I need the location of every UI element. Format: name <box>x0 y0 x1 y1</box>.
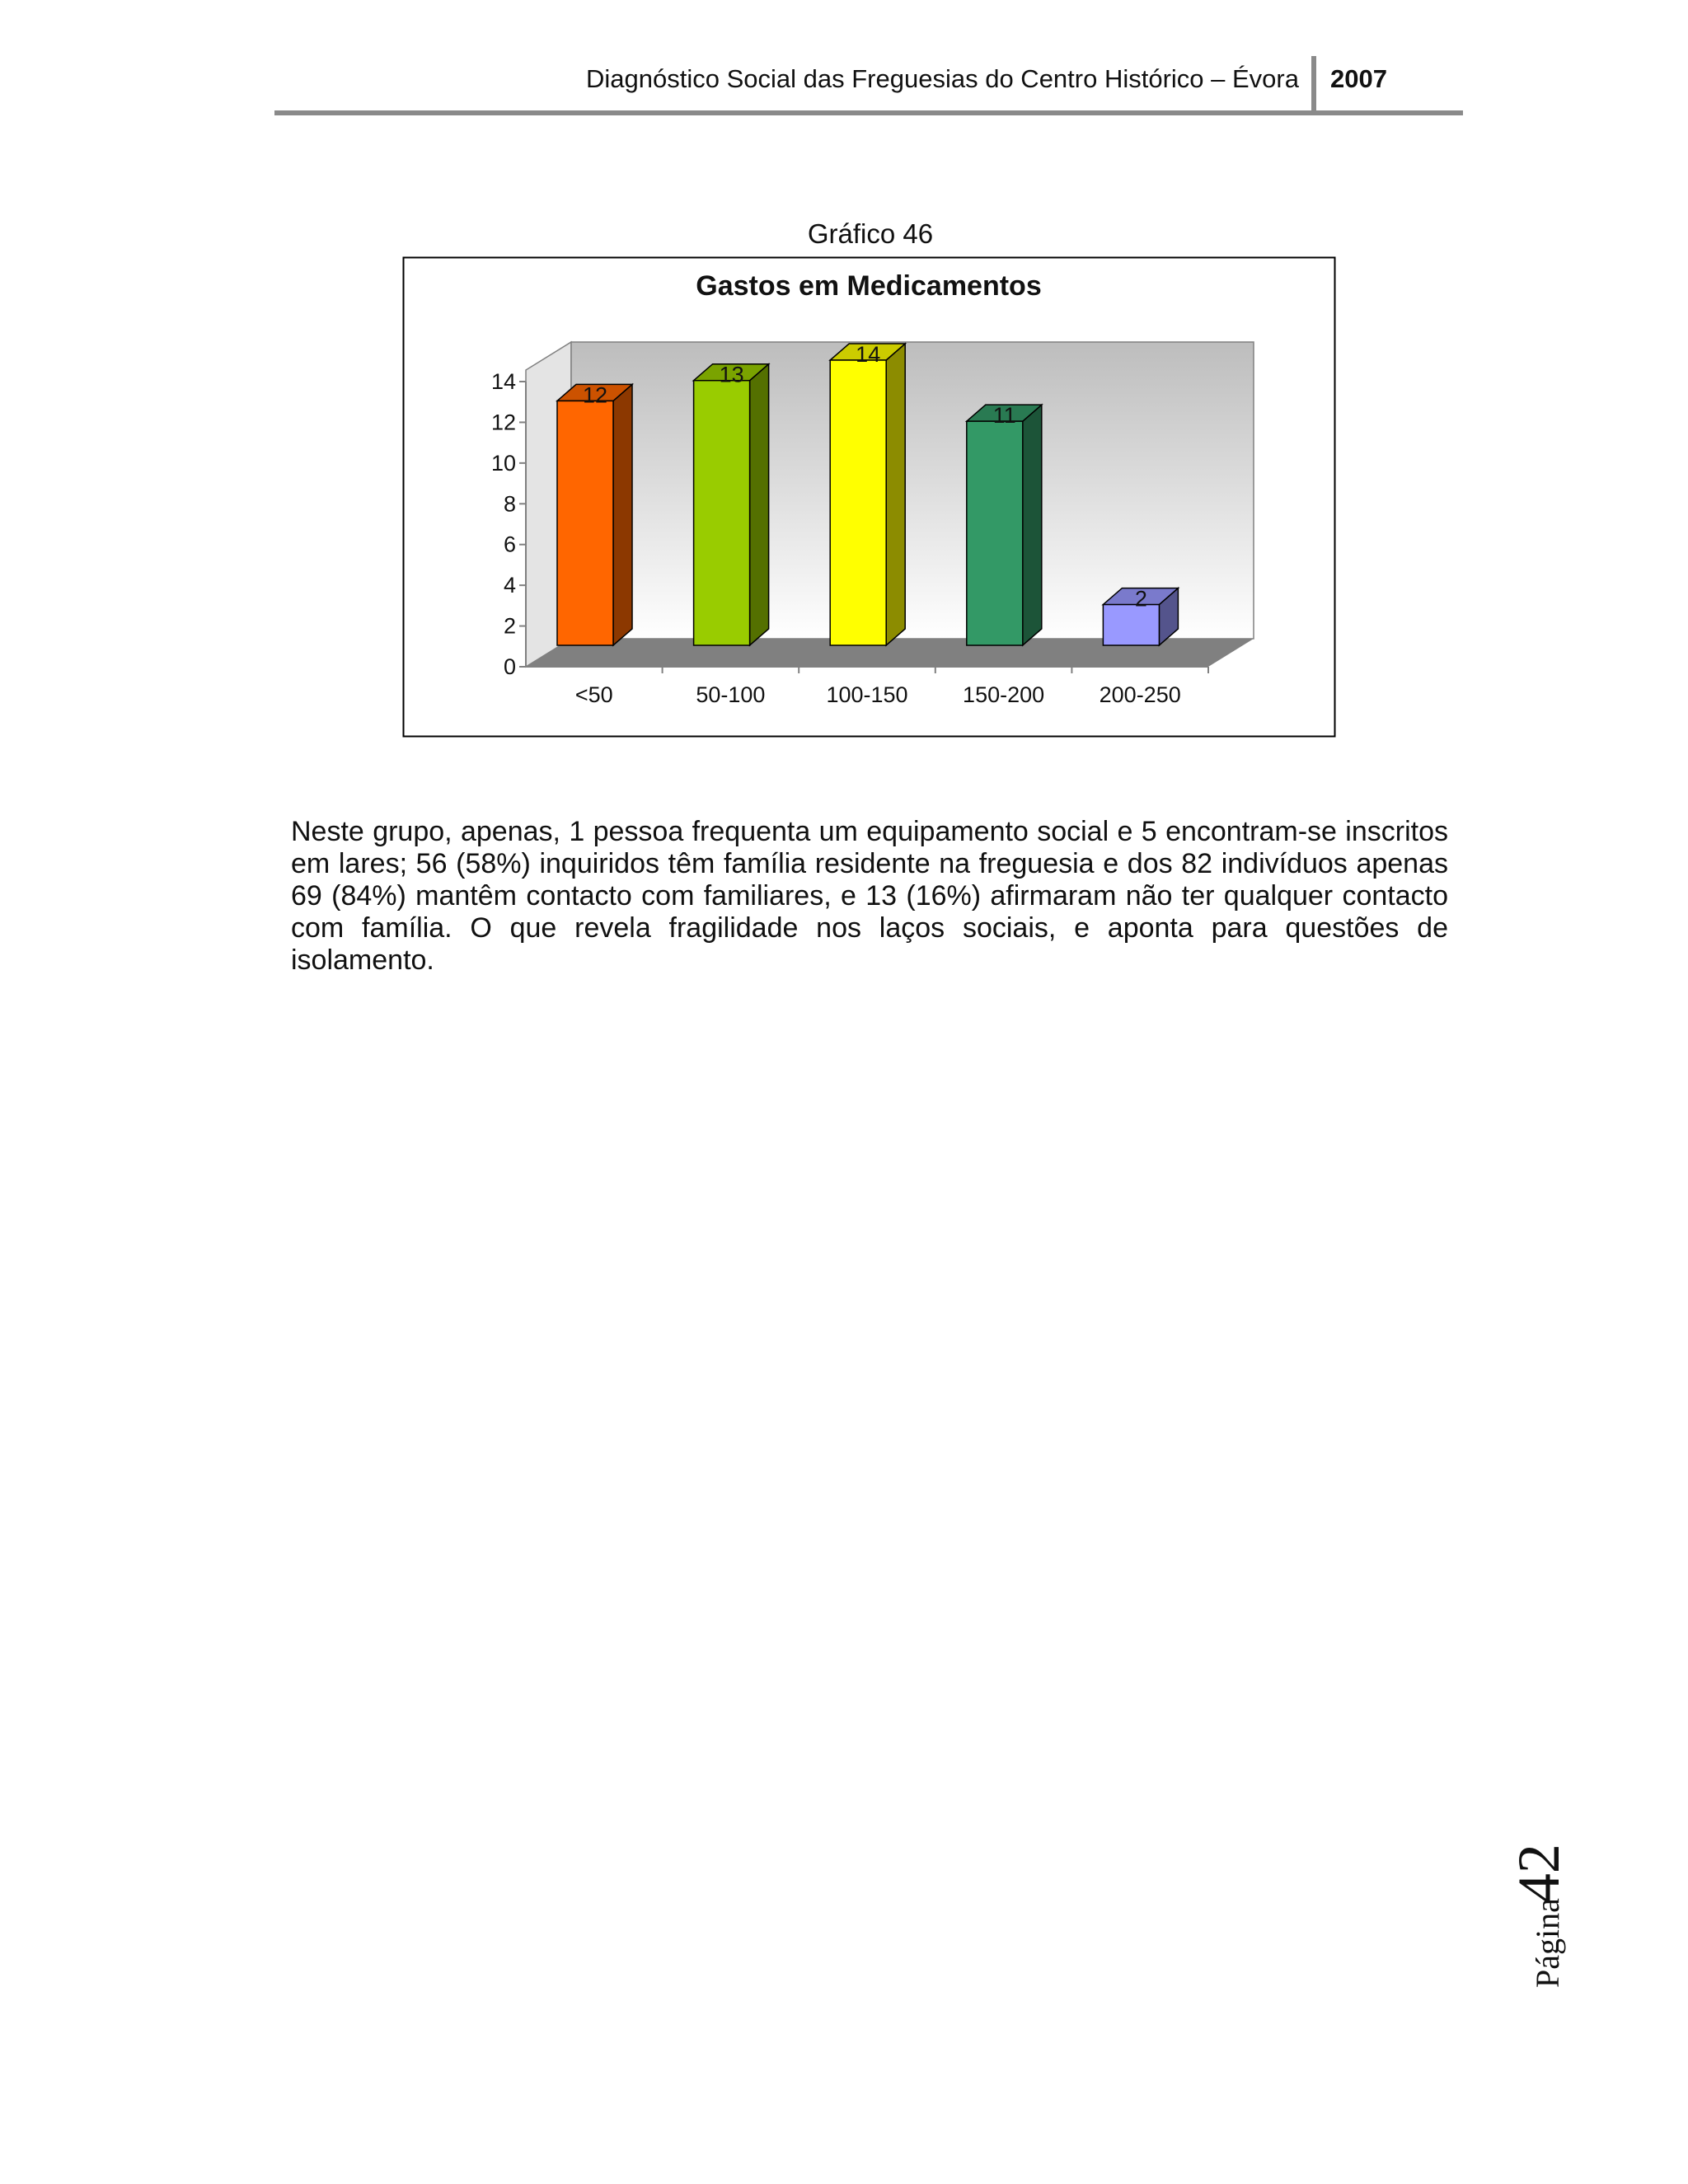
bar-front <box>1103 605 1159 645</box>
bar-data-label: 12 <box>582 382 608 408</box>
bar-data-label: 11 <box>992 403 1016 429</box>
bar-side <box>750 364 769 645</box>
y-tick-label: 4 <box>503 573 516 598</box>
header-rule <box>274 110 1463 115</box>
y-tick-label: 2 <box>503 613 516 639</box>
bar-front <box>557 401 613 645</box>
bar-chart <box>402 256 1336 738</box>
page-number-value: 42 <box>1506 1844 1572 1904</box>
bar <box>694 364 769 645</box>
bar-front <box>967 421 1023 645</box>
y-tick-label: 6 <box>503 532 516 557</box>
chart-title: Gastos em Medicamentos <box>696 270 1042 302</box>
y-tick-label: 0 <box>503 654 516 679</box>
header-divider <box>1311 56 1316 114</box>
figure-caption: Gráfico 46 <box>807 218 934 249</box>
page-number <box>1505 1844 1573 1988</box>
x-tick-label: 150-200 <box>963 682 1045 707</box>
bar-side <box>1023 405 1042 645</box>
bar <box>557 384 632 645</box>
x-tick-label: 200-250 <box>1099 682 1181 707</box>
y-tick-label: 8 <box>503 491 516 517</box>
bar-front <box>694 381 750 645</box>
x-tick-label: <50 <box>574 682 613 707</box>
running-header-year: 2007 <box>1330 64 1387 93</box>
bar-front <box>830 360 886 645</box>
bar-side <box>886 344 905 645</box>
y-tick-label: 10 <box>490 450 516 476</box>
page-label: Página <box>1529 1898 1566 1988</box>
bar-data-label: 2 <box>1134 586 1147 612</box>
body-paragraph: Neste grupo, apenas, 1 pessoa frequenta um equipamento social e 5 encontram-se inscritos em lares; 56 (58%) inquiridos têm família residente na freguesia e dos 82 indivíduos apenas 69 (84%) mantêm contacto com familiares, e 13 (16%) afirmaram não ter qualquer contacto com família. O que revela fragilidade nos laços sociais, e aponta para questões de isolamento. <box>291 816 1448 976</box>
x-tick-label: 100-150 <box>826 682 908 707</box>
bar-side <box>613 384 632 645</box>
bar-data-label: 13 <box>719 362 744 387</box>
running-header-title: Diagnóstico Social das Freguesias do Centro Histórico – Évora <box>586 64 1299 93</box>
bar <box>967 405 1042 645</box>
y-tick-label: 12 <box>490 410 516 435</box>
bar <box>830 344 905 645</box>
bar-data-label: 14 <box>856 342 881 367</box>
x-tick-label: 50-100 <box>696 682 766 707</box>
y-tick-label: 14 <box>490 369 516 394</box>
